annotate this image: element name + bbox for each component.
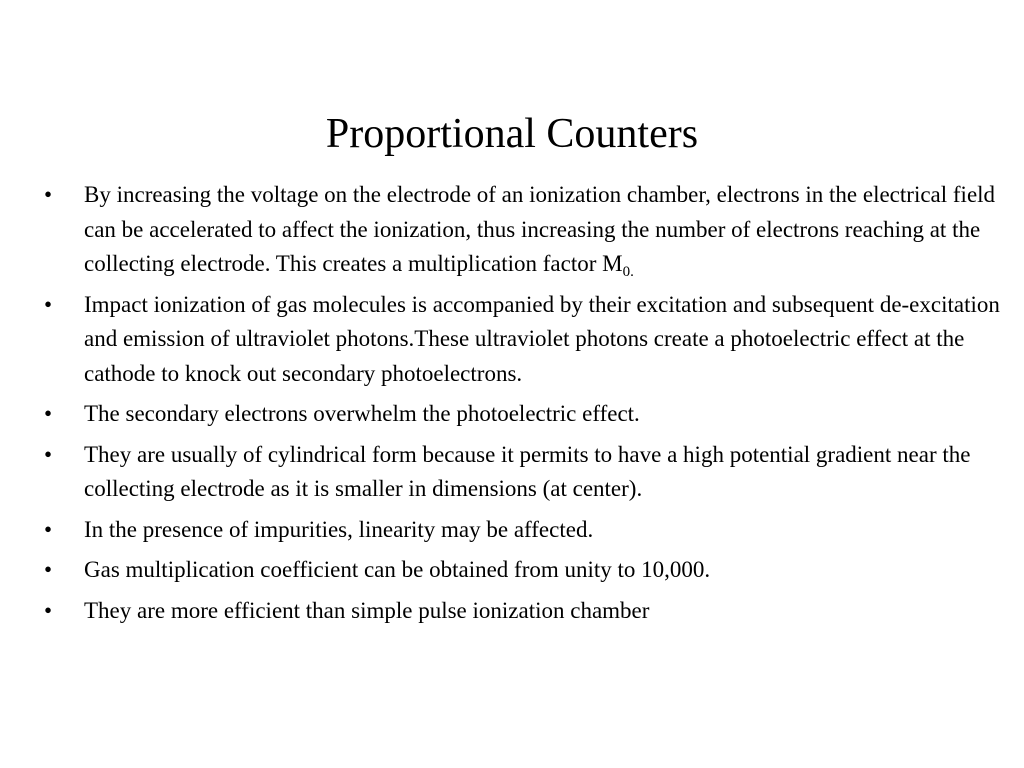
bullet-icon: • xyxy=(44,557,53,582)
bullet-icon: • xyxy=(44,597,53,623)
bullet-icon: • xyxy=(44,291,53,317)
bullet-item-3 xyxy=(40,397,1000,432)
bullet-item-4 xyxy=(40,438,1000,507)
bullet-icon: • xyxy=(44,401,53,426)
bullet-text: By increasing the voltage on the electrode of an ionization chamber, electrons in the electrical field can be accelerated to affect the ionization, thus increasing the number of electrons reaching at the collecting electrode. This creates a multiplication factor M xyxy=(84,182,996,276)
bullet-item-7 xyxy=(40,594,1000,629)
bullet-text: They are usually of cylindrical form because it permits to have a high potential gradient near the collecting electrode as it is smaller in dimensions (at center). xyxy=(84,441,971,501)
bullet-icon: • xyxy=(44,516,53,542)
bullet-item-1 xyxy=(40,178,1000,282)
bullet-item-2 xyxy=(40,288,1000,392)
bullet-icon: • xyxy=(44,182,53,207)
bullet-text: In the presence of impurities, linearity may be affected. xyxy=(84,516,594,542)
bullet-item-6 xyxy=(40,553,1000,588)
bullet-text: Impact ionization of gas molecules is accompanied by their excitation and subsequent de-excitation and emission of ultraviolet photons.These ultraviolet photons create a photoelectric effect at the cathode to knock out secondary photoelectrons. xyxy=(84,291,1000,386)
slide-title: Proportional Counters xyxy=(325,111,699,157)
bullet-subscript: 0. xyxy=(622,264,634,280)
bullet-list xyxy=(40,178,1000,634)
bullet-text: Gas multiplication coefficient can be obtained from unity to 10,000. xyxy=(84,557,711,582)
bullet-text: They are more efficient than simple pulse ionization chamber xyxy=(84,597,650,623)
bullet-icon: • xyxy=(44,441,53,467)
bullet-item-5 xyxy=(40,513,1000,548)
bullet-text: The secondary electrons overwhelm the photoelectric effect. xyxy=(84,401,640,426)
